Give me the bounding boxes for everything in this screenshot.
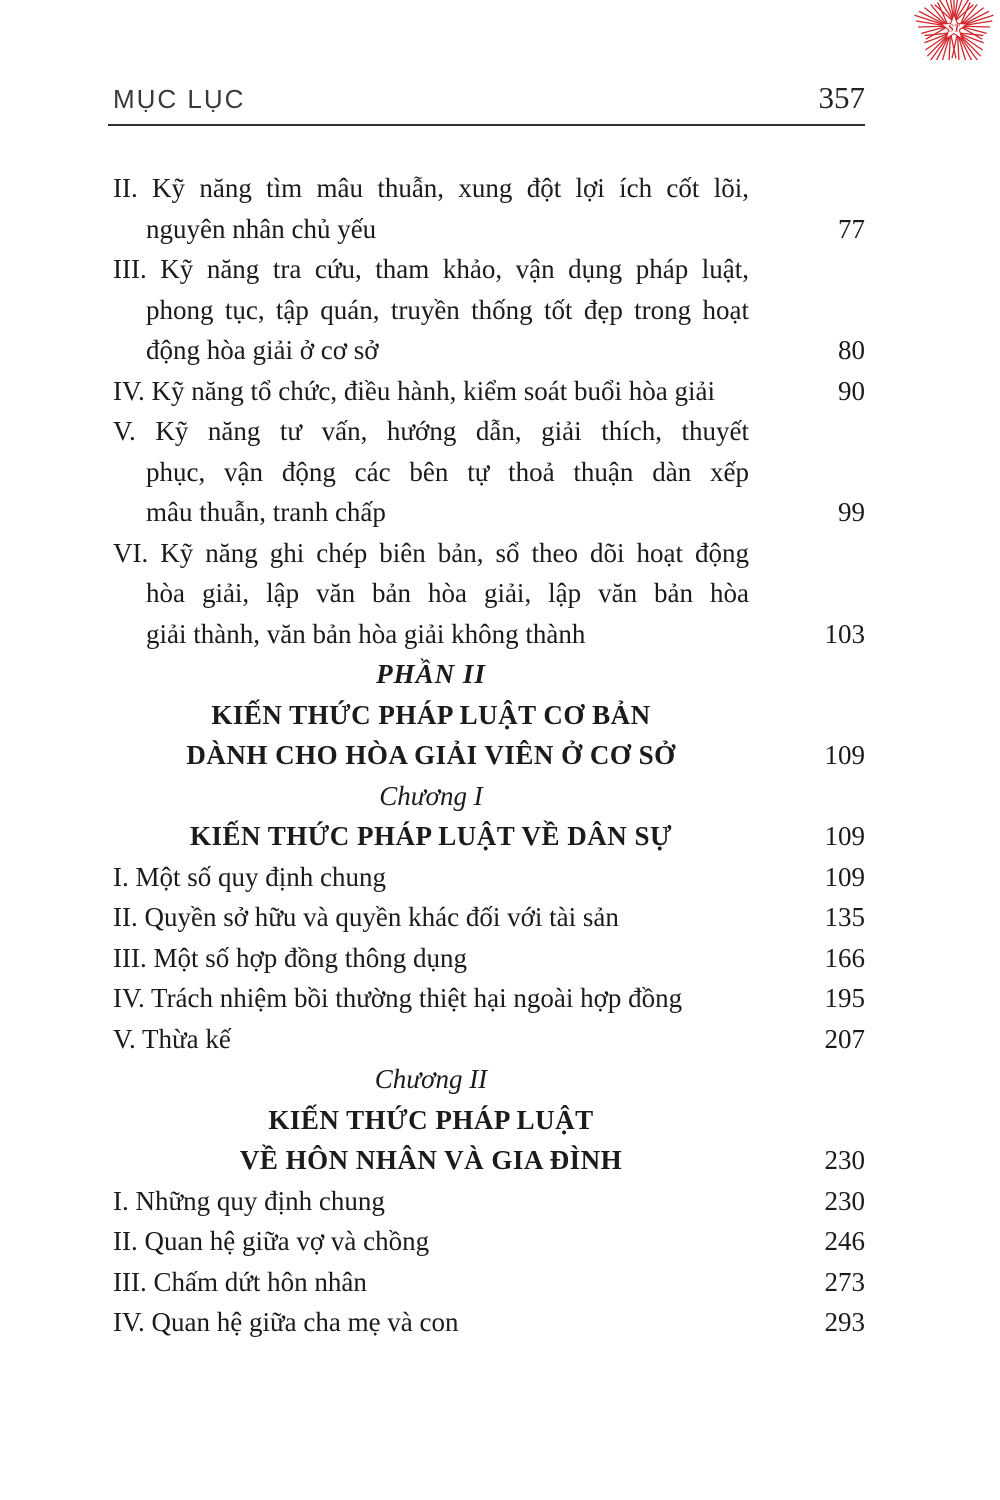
toc-entry-line: phục, vận động các bên tự thoả thuận dàn xếp bbox=[146, 456, 749, 487]
toc-page-number: 77 bbox=[838, 213, 865, 244]
toc-page-number: 293 bbox=[824, 1307, 865, 1337]
toc-page-number: 90 bbox=[838, 375, 865, 406]
toc-entry-line: mâu thuẫn, tranh chấp bbox=[146, 497, 386, 527]
publisher-logo bbox=[914, 0, 994, 60]
toc-entry-line: I. Những quy định chung bbox=[113, 1185, 385, 1216]
toc-entry-line: III. Một số hợp đồng thông dụng bbox=[113, 942, 468, 973]
logo-monogram: ST bbox=[948, 23, 960, 35]
toc-page-number: 109 bbox=[824, 740, 865, 770]
toc-entry bbox=[113, 857, 865, 898]
toc-page-number: 230 bbox=[824, 1185, 865, 1216]
chapter-heading-line: KIẾN THỨC PHÁP LUẬT VỀ DÂN SỰ bbox=[189, 821, 673, 851]
toc-entry bbox=[113, 168, 865, 249]
toc-entry bbox=[113, 533, 865, 655]
toc-entry-line: IV. Kỹ năng tổ chức, điều hành, kiểm soát buổi hòa giải bbox=[113, 375, 716, 406]
toc-entry bbox=[113, 1262, 865, 1303]
chapter-heading-line: Chương II bbox=[374, 1064, 488, 1094]
chapter-heading-line: VỀ HÔN NHÂN VÀ GIA ĐÌNH bbox=[239, 1145, 623, 1175]
toc-entry-line: II. Quan hệ giữa vợ và chồng bbox=[113, 1226, 430, 1256]
part-heading-line: PHẦN II bbox=[376, 659, 486, 689]
toc-entry-line: I. Một số quy định chung bbox=[113, 861, 386, 892]
toc-entry bbox=[113, 371, 865, 412]
running-header bbox=[113, 80, 865, 116]
toc-page-number: 230 bbox=[824, 1145, 865, 1175]
toc-entry bbox=[113, 1302, 865, 1343]
toc-entry-line: II. Kỹ năng tìm mâu thuẫn, xung đột lợi ích cốt lõi, bbox=[113, 173, 749, 203]
toc-page-number: 207 bbox=[824, 1023, 865, 1054]
toc-entry-line: hòa giải, lập văn bản hòa giải, lập văn bản hòa bbox=[146, 578, 749, 608]
part-heading-line: DÀNH CHO HÒA GIẢI VIÊN Ở CƠ SỞ bbox=[186, 740, 676, 770]
toc-page-number: 80 bbox=[838, 335, 865, 365]
header-rule bbox=[108, 124, 865, 126]
toc-page-number: 273 bbox=[824, 1266, 865, 1297]
chapter-heading-line: KIẾN THỨC PHÁP LUẬT bbox=[268, 1104, 594, 1135]
toc-entry-line: V. Thừa kế bbox=[113, 1023, 231, 1054]
toc-entry bbox=[113, 897, 865, 938]
toc-entry bbox=[113, 1181, 865, 1222]
toc-entry bbox=[113, 411, 865, 533]
toc-entry-line: IV. Trách nhiệm bồi thường thiệt hại ngoài hợp đồng bbox=[113, 983, 683, 1013]
toc-entry-line: phong tục, tập quán, truyền thống tốt đẹp trong hoạt bbox=[146, 294, 749, 325]
toc-page-number: 195 bbox=[824, 983, 865, 1013]
toc-entry bbox=[113, 978, 865, 1019]
toc-entry-line: động hòa giải ở cơ sở bbox=[146, 335, 379, 365]
toc-entry-line: III. Chấm dứt hôn nhân bbox=[113, 1266, 367, 1297]
toc-entry-line: II. Quyền sở hữu và quyền khác đối với tài sản bbox=[113, 902, 619, 932]
toc-entry-line: giải thành, văn bản hòa giải không thành bbox=[146, 618, 586, 649]
chapter-heading bbox=[113, 776, 865, 857]
chapter-heading-line: Chương I bbox=[379, 780, 483, 811]
toc-entry bbox=[113, 1019, 865, 1060]
toc-entry-line: IV. Quan hệ giữa cha mẹ và con bbox=[113, 1307, 459, 1337]
toc-page-number: 166 bbox=[824, 942, 865, 973]
table-of-contents bbox=[113, 168, 865, 1343]
starburst-logo-icon bbox=[914, 0, 994, 60]
page-number: 357 bbox=[818, 80, 865, 115]
part-heading bbox=[113, 654, 865, 776]
toc-entry-line: nguyên nhân chủ yếu bbox=[146, 213, 377, 244]
chapter-heading bbox=[113, 1059, 865, 1181]
part-heading-line: KIẾN THỨC PHÁP LUẬT CƠ BẢN bbox=[211, 699, 651, 730]
toc-entry bbox=[113, 1221, 865, 1262]
toc-entry-line: VI. Kỹ năng ghi chép biên bản, sổ theo dõi hoạt động bbox=[113, 537, 749, 568]
toc-page-number: 109 bbox=[824, 821, 865, 851]
toc-page-number: 103 bbox=[824, 618, 865, 649]
toc-page-number: 99 bbox=[838, 497, 865, 527]
page-title: MỤC LỤC bbox=[113, 84, 246, 114]
page-content bbox=[113, 0, 865, 1343]
toc-page-number: 135 bbox=[824, 902, 865, 932]
toc-page-number: 246 bbox=[824, 1226, 865, 1256]
toc-entry-line: III. Kỹ năng tra cứu, tham khảo, vận dụng pháp luật, bbox=[113, 254, 749, 284]
toc-entry bbox=[113, 938, 865, 979]
toc-page-number: 109 bbox=[824, 861, 865, 892]
toc-entry-line: V. Kỹ năng tư vấn, hướng dẫn, giải thích, thuyết bbox=[113, 416, 749, 446]
toc-entry bbox=[113, 249, 865, 371]
